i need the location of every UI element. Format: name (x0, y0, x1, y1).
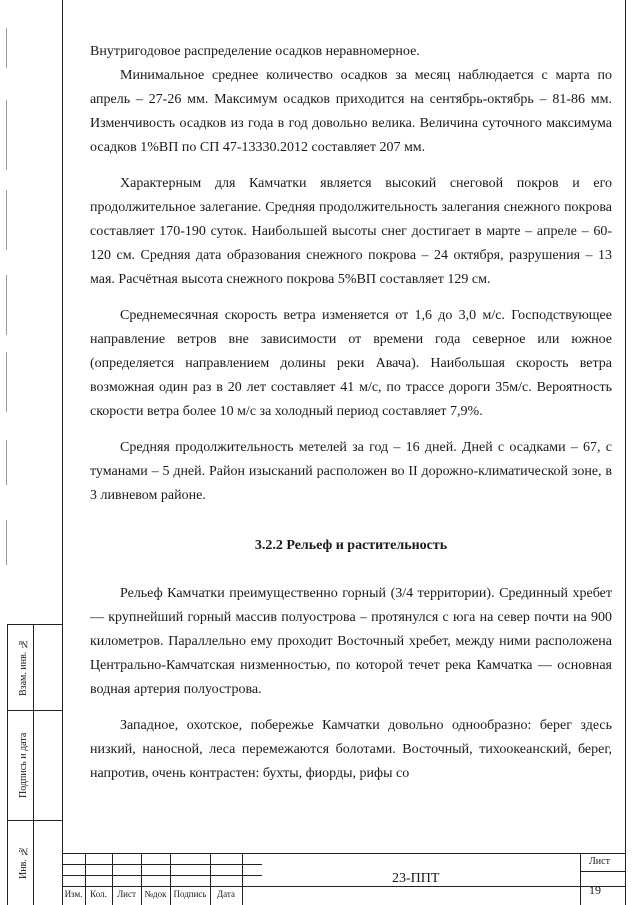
tb-col-data: Дата (217, 889, 235, 899)
title-block (62, 853, 626, 905)
main-text (90, 40, 612, 786)
sheet-label: Лист (589, 856, 610, 867)
tb-col-list: Лист (117, 889, 136, 899)
sheet-number: 19 (589, 883, 601, 897)
tb-col-izm: Изм. (64, 889, 83, 899)
paragraph: Средняя продолжительность метелей за год – 16 дней. Дней с осадками – 67, с туманами – 5 дней. Район изысканий расположен во II дорожно-климатической зоне, в 3 ливневом районе. (90, 440, 612, 503)
paragraph: Минимальное среднее количество осадков за месяц наблюдается с марта по апрель – 27-26 мм. Максимум осадков приходится на сентябрь-октябрь – 81-86 мм. Изменчивость осадков из года в год довольно велика. Величина суточного максимума осадков 1%ВП по СП 47-13330.2012 составляет 207 мм. (90, 68, 612, 155)
side-stamp (7, 624, 62, 905)
paragraph: Западное, охотское, побережье Камчатки довольно однообразно: берег здесь низкий, наносной, леса перемежаются болотами. Восточный, тихоокеанский, берег, напротив, очень контрастен: бухты, фиорды, рифы со (90, 718, 612, 781)
binding-mark (6, 520, 7, 565)
document-code: 23-ППТ (392, 871, 440, 886)
tb-col-podpis: Подпись (173, 889, 207, 899)
binding-mark (6, 275, 7, 335)
binding-mark (6, 352, 7, 412)
section-heading: 3.2.2 Рельеф и растительность (254, 538, 448, 553)
paragraph: Внутригодовое распределение осадков неравномерное. (90, 44, 420, 59)
frame-left-border (62, 0, 63, 905)
paragraph: Среднемесячная скорость ветра изменяется от 1,6 до 3,0 м/с. Господствующее направление ветров вне зависимости от времени года северное или южное (определяется направлением долины реки Авача). Наибольшая скорость ветра возможная один раз в 20 лет составляет 41 м/с, по трассе дороги 35м/с. Вероятность скорости ветра более 10 м/с за холодный период составляет 7,9%. (90, 308, 612, 419)
binding-mark (6, 28, 7, 68)
stamp-inv-no: Инв. № (18, 845, 29, 880)
tb-col-kol: Кол. (90, 889, 107, 899)
paragraph: Рельеф Камчатки преимущественно горный (3/4 территории). Срединный хребет — крупнейший горный массив полуострова – протянулся с юга на север почти на 900 километров. Параллельно ему проходит Восточный хребет, между ними расположена Центрально-Камчатская низменностью, по которой течет река Камчатка — основная водная артерия полуострова. (90, 586, 612, 697)
binding-mark (6, 100, 7, 170)
binding-mark (6, 440, 7, 485)
stamp-sign-date: Подпись и дата (18, 732, 29, 798)
paragraph: Характерным для Камчатки является высокий снеговой покров и его продолжительное залегание. Средняя продолжительность залегания снежного покрова составляет 170-190 суток. Наибольшей высоты снег достигает в марте – апреле – 60-120 см. Средняя дата образования снежного покрова – 24 октября, разрушения – 13 мая. Расчётная высота снежного покрова 5%ВП составляет 129 см. (90, 176, 612, 287)
tb-col-ndok: №док (144, 889, 167, 899)
frame-right-border (625, 0, 626, 905)
stamp-inv-replace: Взам. инв. № (18, 638, 29, 696)
binding-mark (6, 190, 7, 250)
